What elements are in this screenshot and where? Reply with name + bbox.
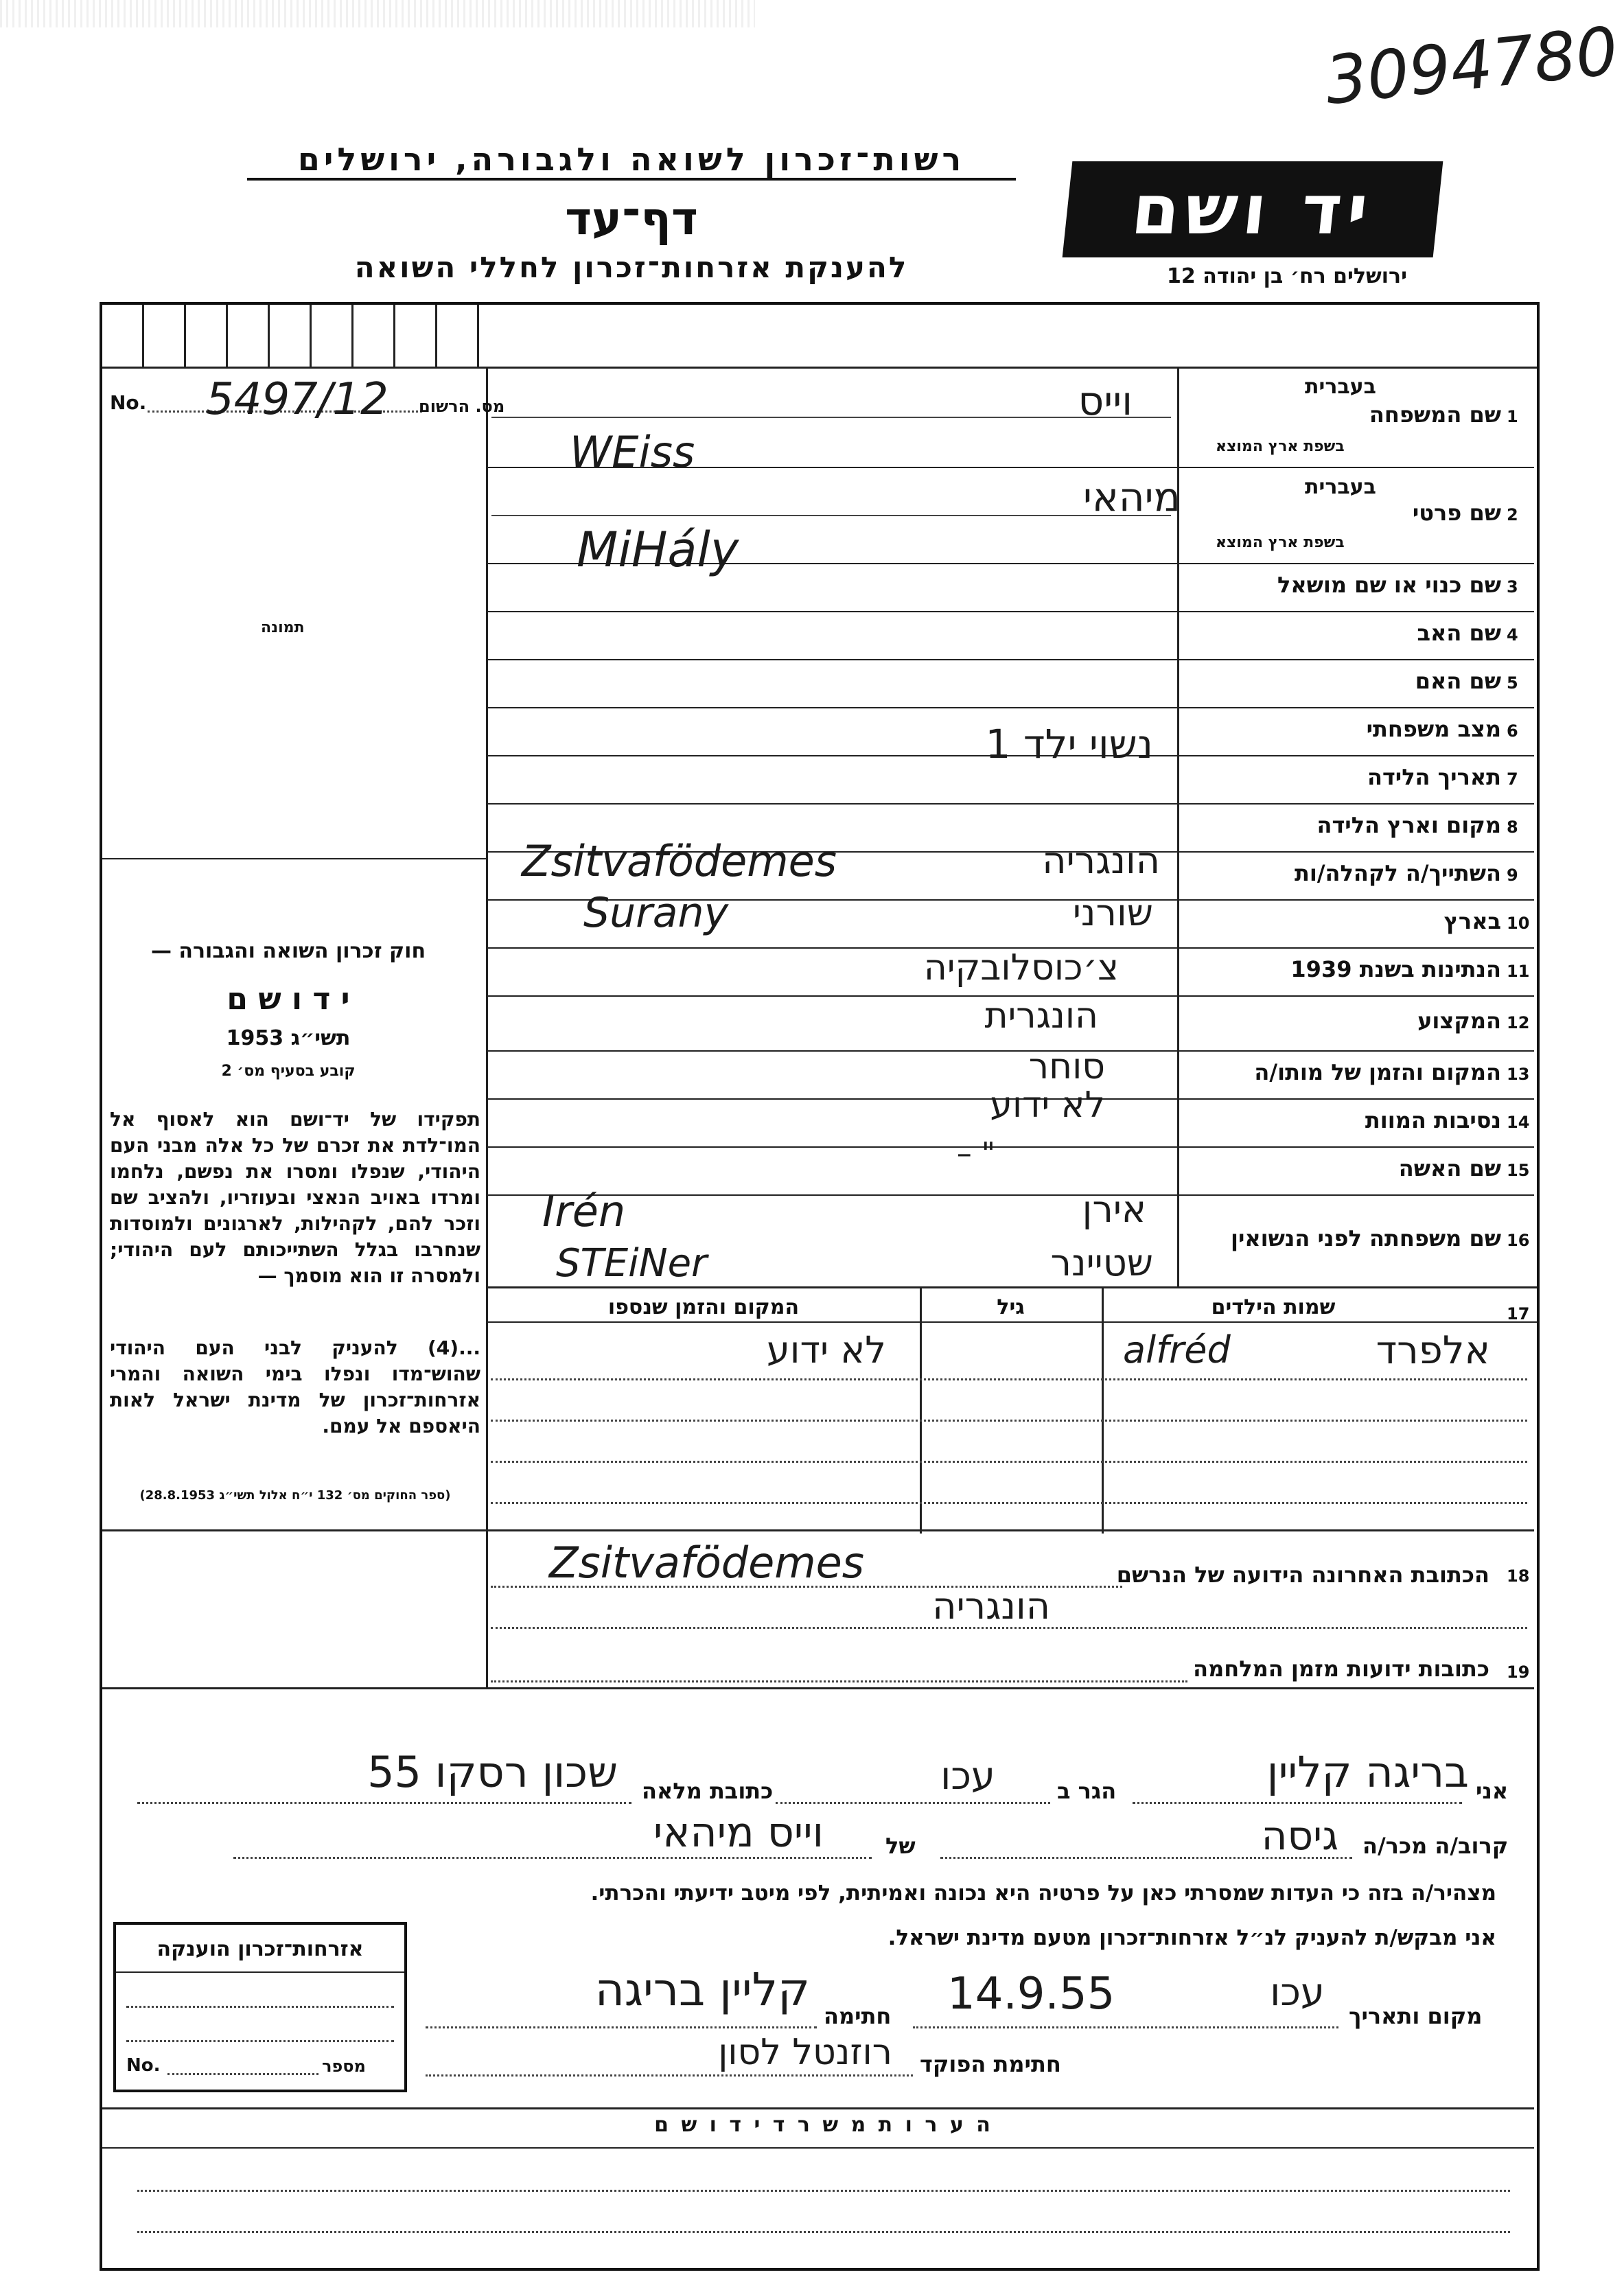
field-label: שם פרטי xyxy=(1412,500,1501,526)
children-col-age: גיל xyxy=(997,1295,1025,1319)
field-label: השתייך/ה לקהלה/ות xyxy=(1294,860,1501,886)
f9-value: שורני xyxy=(1072,891,1153,934)
f12-value: סוחר xyxy=(1028,1046,1105,1087)
f15-value: אירן xyxy=(1082,1188,1146,1231)
field-number: 1 xyxy=(1507,407,1518,426)
declarant-address: שכון רסקו 55 xyxy=(367,1747,618,1797)
field-sublabel-origin: בשפת ארץ המוצא xyxy=(1216,438,1345,455)
field-row-5 xyxy=(488,659,1534,707)
declarant-name: בריגה קליין xyxy=(1266,1747,1469,1797)
f18-value: הונגריה xyxy=(932,1584,1050,1628)
field-row-4 xyxy=(488,611,1534,659)
decl-signature-label: חתימה xyxy=(824,2003,892,2029)
child-name: אלפרד xyxy=(1376,1328,1490,1373)
children-row xyxy=(488,1328,1531,1376)
f1-value-heb: וייס xyxy=(1078,378,1133,424)
decl-place: עכו xyxy=(1270,1970,1325,2015)
law-footnote: (ספר החוקים מס׳ 132 י״ח אלול תשי״ג 28.8.1953) xyxy=(139,1488,451,1503)
registration-number: 5497/12 xyxy=(206,374,388,425)
decl-officer-label: חתימת הפוקד xyxy=(920,2051,1061,2077)
decl-statement: מצהיר/ה בזה כי העדות שמסרתי כאן על פרטיה היא נכונה ואמיתית, לפי מיטב ידיעתי והכרתי. xyxy=(590,1881,1496,1906)
field-number: 16 xyxy=(1507,1231,1530,1250)
field-number: 7 xyxy=(1507,770,1518,789)
archive-number: 3094780 xyxy=(1321,12,1622,120)
f14-value: – " xyxy=(956,1136,995,1171)
office-notes-title: ה ע ר ו ת מ ש ר ד י ד ו ש ם xyxy=(654,2113,993,2137)
field-label: מקום וארץ הלידה xyxy=(1316,812,1501,838)
child-place: לא ידוע xyxy=(766,1328,886,1372)
field-label: נסיבות המוות xyxy=(1365,1107,1501,1133)
law-year: תשי״ג 1953 xyxy=(226,1026,351,1050)
field-number: 3 xyxy=(1507,577,1518,597)
decl-of-label: של xyxy=(885,1833,916,1859)
f2-value-latin: MiHály xyxy=(577,522,739,578)
f15-value-latin: Irén xyxy=(542,1186,626,1236)
field-label: שם המשפחה xyxy=(1369,402,1501,428)
f2-value-heb: מיהאי xyxy=(1083,474,1181,520)
f18-label: הכתובת האחרונה הידועה של הנרשם xyxy=(1116,1562,1489,1588)
f13-value: לא ידוע xyxy=(990,1085,1105,1126)
field-sublabel-origin: בשפת ארץ המוצא xyxy=(1216,534,1345,551)
law-paragraph-2: ...(4) להעניק לבני העם היהודי שהוש־מדו ונפלו בימי השואה והמרי אזרחות־זכרון של מדינת ישראל לאות היאספם אל עמם. xyxy=(110,1337,480,1437)
law-title: חוק זכרון השואה והגבורה — xyxy=(150,939,426,963)
field-number: 5 xyxy=(1507,673,1518,693)
photo-label: תמונה xyxy=(261,619,305,636)
declarant-relation: גיסה xyxy=(1261,1812,1338,1859)
f19-label: כתובות ידועות מזמן המלחמה xyxy=(1193,1656,1489,1682)
form-title: דף־עד xyxy=(565,192,698,245)
field-label: שם כנוי או שם מושאל xyxy=(1277,572,1501,598)
children-col-place: המקום והזמן שנספו xyxy=(607,1295,800,1319)
f18-value-latin: Zsitvafödemes xyxy=(549,1538,865,1588)
declarant-city: עכו xyxy=(940,1754,995,1798)
decl-place-date-label: מקום ותאריך xyxy=(1349,2003,1483,2029)
field-number: 6 xyxy=(1507,721,1518,741)
f11-value: הונגרית xyxy=(984,995,1098,1037)
field-label: שם האם xyxy=(1415,668,1501,694)
field-label: המקום והזמן של מותו/ה xyxy=(1254,1059,1501,1085)
field-label: המקצוע xyxy=(1417,1008,1501,1034)
field-sublabel-hebrew: בעברית xyxy=(1305,475,1376,499)
grant-no-label: No. xyxy=(126,2055,161,2076)
field-number: 4 xyxy=(1507,625,1518,645)
decl-full-address-label: כתובת מלאה xyxy=(642,1778,774,1804)
f18-num: 18 xyxy=(1507,1566,1530,1586)
declarant-signature: קליין בריגה xyxy=(594,1963,810,2016)
grant-number-label: מספר xyxy=(322,2057,366,2076)
grant-title: אזרחות־זכרון הוענקה xyxy=(156,1937,364,1961)
grant-box xyxy=(113,1922,407,2092)
yad-vashem-logo xyxy=(1063,161,1443,257)
decl-lives-label: הגר ב xyxy=(1057,1778,1117,1804)
field-label: מצב משפחתי xyxy=(1366,716,1501,742)
field-sublabel-hebrew: בעברית xyxy=(1305,375,1376,399)
law-name: י ד ו ש ם xyxy=(227,982,350,1017)
stub-boxes xyxy=(102,305,488,369)
law-clause: קובע בסעיף מס׳ 2 xyxy=(221,1063,356,1080)
field-label: הנתינות בשנת 1939 xyxy=(1290,956,1501,982)
form-subtitle: להענקת אזרחות־זכרון לחללי השואה xyxy=(354,251,909,284)
field-label: שם משפחתה לפני הנשואין xyxy=(1230,1225,1501,1251)
f6-value: נשוי ילד 1 xyxy=(985,721,1153,767)
authority-title: רשות־זכרון לשואה ולגבורה, ירושלים xyxy=(247,141,1016,181)
field-label: שם האשה xyxy=(1398,1155,1501,1181)
field-number: 10 xyxy=(1507,914,1530,933)
field-number: 14 xyxy=(1507,1113,1530,1132)
registration-heb-label: מס. הרשום xyxy=(419,397,505,416)
field-number: 9 xyxy=(1507,866,1518,885)
f9-value-latin: Surany xyxy=(583,889,729,937)
logo-address: ירושלים רח׳ בן יהודה 12 xyxy=(1167,264,1407,288)
child-name-latin: alfréd xyxy=(1123,1328,1231,1372)
f16-value: שטיינר xyxy=(1050,1241,1153,1284)
children-col-names: שמות הילדים xyxy=(1211,1295,1336,1319)
law-paragraph-1: תפקידו של יד־ושם הוא לאסוף אל המו־לדת את זכרם של כל אלה מבני העם היהודי, שנפלו ומסרו את נפשם, נלחמו ומרדו באויב הנאצי ובעוזריו, ולהציב שם וזכר להם, לקהילות, לארגונים ולמוסדות שנחרבו בגלל השתייכותם לעם היהודי; ולמסרה זו הוא מוסמך — xyxy=(110,1108,480,1287)
decl-ani: אני xyxy=(1476,1778,1509,1804)
field-label: בארץ xyxy=(1443,908,1501,934)
decl-request: אני מבקש/ת להעניק לנ״ל אזרחות־זכרון מטעם מדינת ישראל. xyxy=(888,1925,1496,1950)
field-number: 8 xyxy=(1507,818,1518,837)
field-number: 2 xyxy=(1507,505,1518,524)
scan-noise xyxy=(0,0,755,27)
decl-relative-label: קרוב/ה מכר/ה xyxy=(1362,1833,1509,1859)
f19-num: 19 xyxy=(1507,1663,1530,1682)
f1-value-latin: WEiss xyxy=(570,427,695,477)
logo-text: יד ושם xyxy=(1128,169,1378,250)
decl-date: 14.9.55 xyxy=(947,1969,1115,2020)
officer-signature: רוזנטל לסון xyxy=(718,2032,892,2073)
decl-of-value: וייס מיהאי xyxy=(653,1809,824,1857)
f17-num: 17 xyxy=(1507,1304,1530,1323)
f8-value-latin: Zsitvafödemes xyxy=(522,836,837,886)
registration-no-label: No. xyxy=(110,391,147,414)
field-number: 11 xyxy=(1507,962,1530,981)
field-number: 15 xyxy=(1507,1161,1530,1180)
field-number: 12 xyxy=(1507,1013,1530,1032)
field-number: 13 xyxy=(1507,1065,1530,1084)
field-label: תאריך הלידה xyxy=(1367,764,1501,790)
f10-value: צ׳כוסלובקיה xyxy=(923,947,1119,988)
f8-value: הונגריה xyxy=(1042,839,1160,882)
field-label: שם האב xyxy=(1417,620,1501,646)
f16-value-latin: STEiNer xyxy=(556,1241,708,1286)
